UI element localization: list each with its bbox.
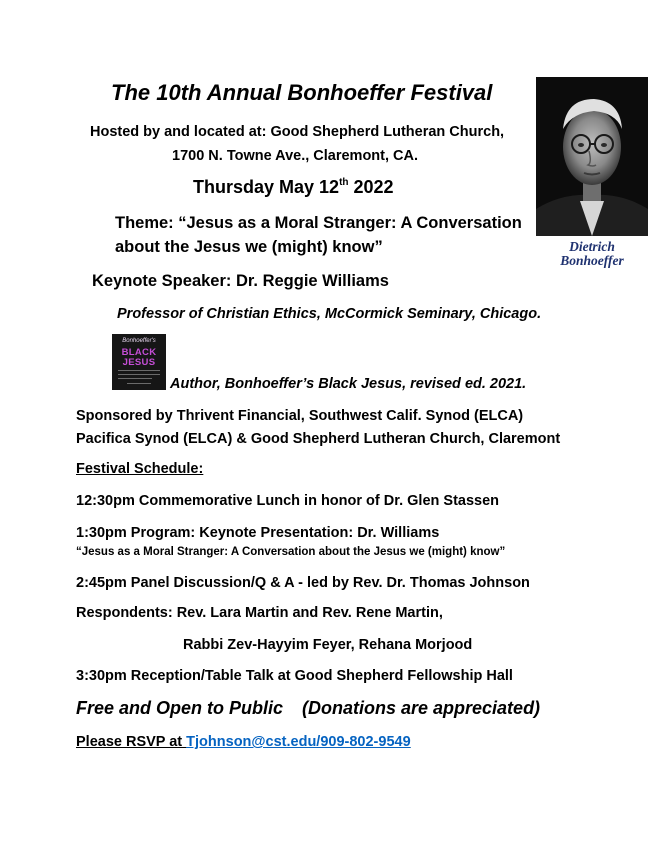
rsvp-line	[76, 734, 411, 750]
page-title: The 10th Annual Bonhoeffer Festival	[111, 80, 493, 105]
schedule-item: 2:45pm Panel Discussion/Q & A - led by Rev. Dr. Thomas Johnson	[76, 575, 530, 591]
donations-note: (Donations are appreciated)	[302, 698, 541, 718]
book-cover-author: Bonhoeffer's	[122, 338, 156, 344]
portrait-photo	[536, 77, 648, 236]
respondents-line: Rabbi Zev-Hayyim Feyer, Rehana Morjood	[183, 637, 473, 653]
schedule-item: 1:30pm Program: Keynote Presentation: Dr. Williams	[76, 525, 440, 541]
schedule-item: 3:30pm Reception/Table Talk at Good Shepherd Fellowship Hall	[76, 668, 513, 684]
admission-note: Free and Open to Public	[76, 698, 284, 718]
address-line: 1700 N. Towne Ave., Claremont, CA.	[172, 148, 419, 164]
presentation-title: “Jesus as a Moral Stranger: A Conversation about the Jesus we (might) know”	[76, 546, 506, 558]
portrait-photo-drawing	[536, 77, 648, 236]
rsvp-link[interactable]: Tjohnson@cst.edu/909-802-9549	[186, 734, 411, 750]
sponsor-line: Sponsored by Thrivent Financial, Southwest Calif. Synod (ELCA)	[76, 408, 524, 424]
event-date	[193, 177, 394, 198]
keynote-speaker: Keynote Speaker: Dr. Reggie Williams	[92, 272, 389, 290]
book-cover-title: JESUS	[122, 357, 156, 368]
respondents-line: Respondents: Rev. Lara Martin and Rev. Rene Martin,	[76, 605, 443, 621]
rsvp-label: Please RSVP at	[76, 734, 187, 750]
date-suffix: th	[339, 177, 349, 188]
schedule-item: 12:30pm Commemorative Lunch in honor of Dr. Glen Stassen	[76, 493, 500, 509]
book-cover-line	[118, 370, 160, 371]
theme-line: about the Jesus we (might) know”	[115, 238, 383, 256]
book-cover-title: BLACK	[121, 347, 157, 358]
book-cover-line	[127, 383, 151, 384]
host-line: Hosted by and located at: Good Shepherd Lutheran Church,	[90, 124, 505, 140]
schedule-heading: Festival Schedule:	[76, 461, 204, 477]
book-cover-line	[118, 378, 152, 379]
book-author-line: Author, Bonhoeffer’s Black Jesus, revised ed. 2021.	[170, 376, 527, 392]
theme-line: Theme: “Jesus as a Moral Stranger: A Conversation	[115, 214, 522, 232]
book-cover-image	[112, 334, 166, 390]
speaker-title: Professor of Christian Ethics, McCormick Seminary, Chicago.	[117, 306, 542, 322]
sponsor-line: Pacifica Synod (ELCA) & Good Shepherd Lutheran Church, Claremont	[76, 431, 561, 447]
date-year: 2022	[348, 177, 394, 197]
portrait-caption: Dietrich Bonhoeffer	[560, 239, 624, 268]
book-cover-line	[118, 374, 160, 375]
date-prefix: Thursday May 12	[193, 177, 340, 197]
